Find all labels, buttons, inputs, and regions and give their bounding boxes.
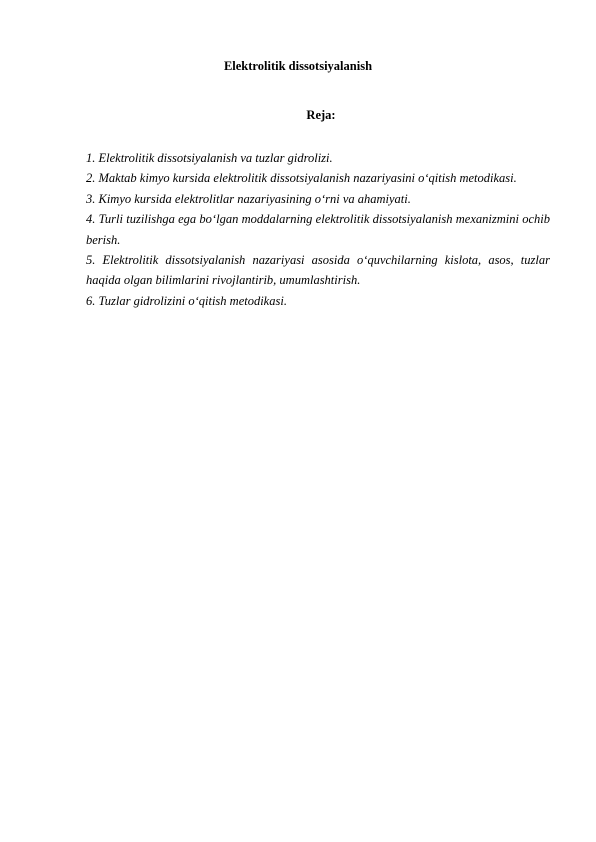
plan-item-6: 6. Tuzlar gidrolizini o‘qitish metodikasi. xyxy=(86,293,287,308)
plan-item-5: 5. Elektrolitik dissotsiyalanish nazariyasi asosida o‘quvchilarning kislota, asos, tuzlar haqida olgan bilimlarini rivojlantirib, umumlashtirish. xyxy=(86,253,550,288)
plan-list xyxy=(86,148,550,311)
plan-item-4: 4. Turli tuzilishga ega bo‘lgan moddalarning elektrolitik dissotsiyalanish mexanizmini ochib berish. xyxy=(86,212,550,247)
plan-item-3: 3. Kimyo kursida elektrolitlar nazariyasining o‘rni va ahamiyati. xyxy=(86,191,411,206)
document-title: Elektrolitik dissotsiyalanish xyxy=(223,59,373,73)
plan-item-2: 2. Maktab kimyo kursida elektrolitik dissotsiyalanish nazariyasini o‘qitish metodikasi. xyxy=(86,171,517,186)
plan-heading: Reja: xyxy=(306,108,336,122)
plan-item-1: 1. Elektrolitik dissotsiyalanish va tuzlar gidrolizi. xyxy=(86,151,333,165)
